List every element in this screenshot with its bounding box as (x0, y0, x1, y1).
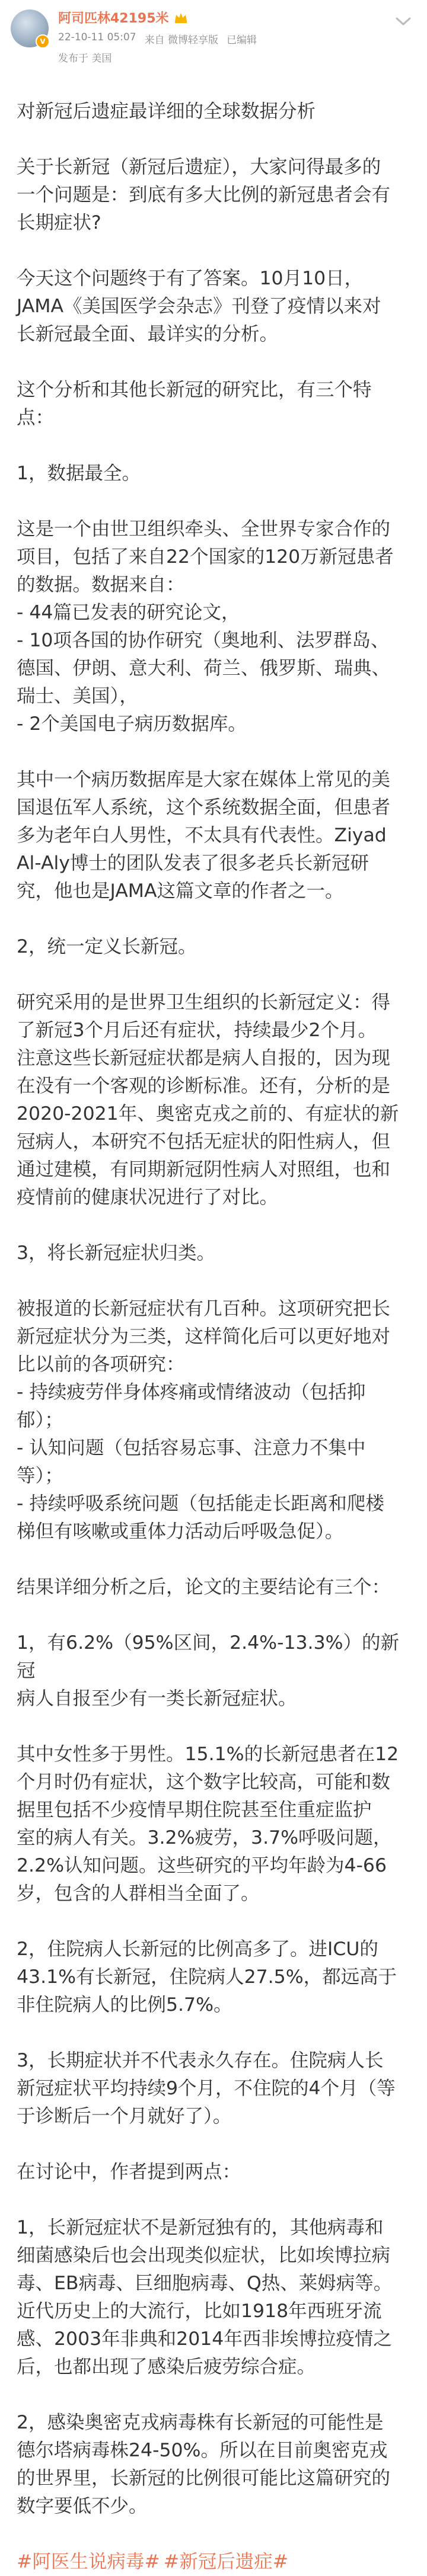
text-line: 长新冠最全面、最详实的分析。 (17, 323, 279, 345)
text-line: - 10项各国的协作研究（奥地利、法罗群岛、 (17, 630, 390, 651)
text-line: 今天这个问题终于有了答案。10月10日， (17, 268, 364, 289)
post-title: 对新冠后遗症最详细的全球数据分析 (17, 101, 316, 122)
post-paragraph (17, 460, 410, 488)
text-line: 了新冠3个月后还有症状，持续最少2个月。 (17, 1020, 377, 1041)
text-line: 在没有一个客观的诊断标准。还有，分析的是 (17, 1075, 391, 1097)
text-line: 瑞士、美国）， (17, 685, 138, 707)
text-line: 一个问题是：到底有多大比例的新冠患者会有 (17, 184, 391, 206)
text-line: 病人自报至少有一类长新冠症状。 (17, 1688, 297, 1709)
text-line: 研究采用的是世界卫生组织的长新冠定义：得 (17, 992, 391, 1013)
text-line: 毒、EB病毒、巨细胞病毒、Q热、莱姆病等。 (17, 2273, 393, 2294)
text-line: - 持续呼吸系统问题（包括能走长距离和爬楼 (17, 1493, 384, 1514)
text-line: 这是一个由世卫组织牵头、全世界专家合作的 (17, 518, 391, 540)
post-paragraph (17, 1629, 410, 1713)
text-line: 其中一个病历数据库是大家在媒体上常见的美 (17, 769, 391, 790)
post-paragraph (17, 1239, 410, 1267)
text-line: 德尔塔病毒株24-50%。所以在目前奥密克戎 (17, 2440, 388, 2461)
text-line: 在讨论中，作者提到两点： (17, 2161, 241, 2183)
text-line: 通过建模，有同期新冠阴性病人对照组，也和 (17, 1159, 391, 1180)
text-line: 项目，包括了来自22个国家的120万新冠患者 (17, 546, 394, 568)
post-paragraph (17, 1574, 410, 1601)
text-line: 被报道的长新冠症状有几百种。这项研究把长 (17, 1298, 391, 1319)
text-line: - 认知问题（包括容易忘事、注意力不集中 (17, 1437, 366, 1459)
text-line: 个月时仍有症状，这个数字比较高，可能和数 (17, 1771, 391, 1793)
text-line: 非住院病人的比例5.7%。 (17, 1994, 232, 2016)
topic-link[interactable]: #阿医生说病毒# (17, 2551, 160, 2572)
chevron-down-icon (395, 16, 412, 29)
text-line: 1，长新冠症状不是新冠独有的，其他病毒和 (17, 2217, 384, 2238)
vip-badge-icon: V (36, 34, 50, 49)
username-link[interactable]: 阿司匹林42195米 (58, 11, 169, 26)
post-paragraph (17, 376, 410, 432)
text-line: 点： (17, 407, 55, 428)
text-line: 2，住院病人长新冠的比例高多了。进ICU的 (17, 1939, 378, 1960)
post-paragraph (17, 2047, 410, 2130)
post-paragraph (17, 2214, 410, 2381)
text-line: 数字要低不少。 (17, 2495, 148, 2517)
text-line: Al-Aly博士的团队发表了很多老兵长新冠研 (17, 853, 369, 874)
text-line: 郁）； (17, 1409, 63, 1431)
text-line: 1，数据最全。 (17, 463, 141, 484)
text-line: 2.2%认知问题。这些研究的平均年龄为4-66 (17, 1855, 387, 1876)
post-source: 来自 微博轻享版 (144, 34, 218, 46)
post-paragraph (17, 1936, 410, 2019)
topic-tags (0, 2548, 427, 2576)
text-line: 结果详细分析之后，论文的主要结论有三个： (17, 1577, 391, 1598)
name-row (58, 8, 257, 27)
text-line: - 2个美国电子病历数据库。 (17, 713, 247, 735)
text-line: - 44篇已发表的研究论文， (17, 602, 240, 623)
text-line: 等）； (17, 1465, 63, 1486)
post-paragraph (17, 1741, 410, 1908)
text-line: 德国、伊朗、意大利、荷兰、俄罗斯、瑞典、 (17, 658, 391, 679)
post-paragraph (17, 265, 410, 348)
text-line: 2，感染奥密克戎病毒株有长新冠的可能性是 (17, 2412, 384, 2433)
text-line: 这个分析和其他长新冠的研究比，有三个特 (17, 379, 372, 401)
post-paragraph (17, 1295, 410, 1546)
post-meta (58, 31, 257, 46)
text-line: 2，统一定义长新冠。 (17, 936, 197, 957)
post-paragraph (17, 933, 410, 961)
post-paragraph (17, 515, 410, 738)
text-line: 室的病人有关。3.2%疲劳，3.7%呼吸问题， (17, 1827, 392, 1848)
text-line: 究，他也是JAMA这篇文章的作者之一。 (17, 880, 344, 902)
avatar[interactable] (11, 9, 49, 47)
text-line: 其中女性多于男性。15.1%的长新冠患者在12 (17, 1744, 399, 1765)
post-paragraph (17, 2158, 410, 2186)
post-paragraph (17, 766, 410, 905)
text-line: 的数据。数据来自： (17, 574, 185, 595)
post-paragraph (17, 2409, 410, 2520)
text-line: 新冠症状分为三类，这样简化后可以更好地对 (17, 1326, 391, 1347)
text-line: 近代历史上的大流行，比如1918年西班牙流 (17, 2301, 382, 2322)
post-paragraph (17, 153, 410, 237)
text-line: 国退伍军人系统，这个系统数据全面，但患者 (17, 797, 391, 818)
text-line: 比以前的各项研究： (17, 1354, 185, 1375)
text-line: 于诊断后一个月就好了）。 (17, 2106, 232, 2127)
post-body (0, 98, 427, 2520)
text-line: 感、2003年非典和2014年西非埃博拉疫情之 (17, 2328, 392, 2350)
text-line: 据里包括不少疫情早期住院甚至住重症监护 (17, 1799, 372, 1821)
topic-link[interactable]: #新冠后遗症# (163, 2551, 289, 2572)
text-line: 多为老年白人男性，不太具有代表性。Ziyad (17, 825, 387, 846)
text-line: 1，有6.2%（95%区间，2.4%-13.3%）的新冠 (17, 1632, 400, 1681)
text-line: 长期症状? (17, 212, 101, 233)
text-line: 2020-2021年、奥密克戎之前的、有症状的新 (17, 1103, 399, 1124)
text-line: 关于长新冠（新冠后遗症），大家问得最多的 (17, 156, 381, 178)
post-menu-button[interactable] (393, 12, 414, 33)
text-line: 的世界里，长新冠的比例很可能比这篇研究的 (17, 2468, 391, 2489)
post-edited[interactable]: 已编辑 (226, 34, 257, 46)
crown-icon (174, 12, 188, 24)
post-header (0, 0, 427, 98)
post-location: 发布于 美国 (58, 53, 112, 65)
text-line: - 持续疲劳伴身体疼痛或情绪波动（包括抑 (17, 1382, 366, 1403)
text-line: 疫情前的健康状况进行了对比。 (17, 1187, 279, 1208)
text-line: 注意这些长新冠症状都是病人自报的，因为现 (17, 1047, 391, 1069)
text-line: 梯但有咳嗽或重体力活动后呼吸急促）。 (17, 1521, 344, 1542)
text-line: 岁，包含的人群相当全面了。 (17, 1883, 260, 1904)
text-line: JAMA《美国医学会杂志》刊登了疫情以来对 (17, 296, 381, 317)
text-line: 细菌感染后也会出现类似症状，比如埃博拉病 (17, 2245, 391, 2266)
text-line: 冠病人，本研究不包括无症状的阳性病人，但 (17, 1131, 391, 1152)
text-line: 新冠症状平均持续9个月，不住院的4个月（等 (17, 2078, 396, 2099)
text-line: 3，长期症状并不代表永久存在。住院病人长 (17, 2050, 384, 2071)
text-line: 后，也都出现了感染后疲劳综合症。 (17, 2356, 316, 2378)
post-time: 22-10-11 05:07 (58, 31, 136, 43)
text-line: 43.1%有长新冠，住院病人27.5%，都远高于 (17, 1966, 397, 1988)
text-line: 3，将长新冠症状归类。 (17, 1242, 216, 1264)
user-meta (58, 8, 257, 65)
post-paragraph (17, 989, 410, 1212)
